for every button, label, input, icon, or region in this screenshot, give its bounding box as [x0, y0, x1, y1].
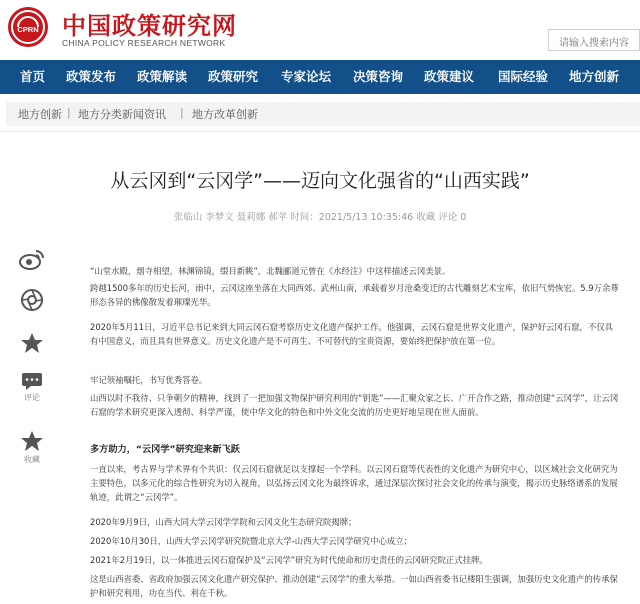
share-moments[interactable]: [14, 288, 50, 312]
nav-item-local-innovation[interactable]: 地方创新: [569, 69, 620, 84]
site-name-en: CHINA POLICY RESEARCH NETWORK: [62, 38, 226, 48]
star-icon: [20, 332, 44, 354]
weibo-icon: [19, 248, 45, 270]
search-input[interactable]: 请输入搜索内容: [548, 29, 640, 51]
comment-label: 评论: [24, 393, 40, 402]
site-name-cn[interactable]: 中国政策研究网: [62, 11, 237, 40]
article-paragraph: 这是山西省委、省政府加强云冈文化遗产研究保护、推动创建“云冈学”的重大举措。一如山西省委书记楼阳生强调，加强历史文化遗产的传承保护和研究利用，功在当代、利在千秋。: [90, 574, 618, 598]
favorite-button[interactable]: [14, 430, 50, 465]
camera-aperture-icon: [20, 288, 44, 312]
article-paragraph: 2020年9月9日，山西大同大学云冈学学院和云冈文化生态研究院揭牌；: [90, 517, 357, 527]
nav-item-expert-forum[interactable]: 专家论坛: [281, 69, 332, 84]
nav-item-policy-research[interactable]: 政策研究: [208, 69, 259, 84]
article-paragraph: 跨越1500多年的历史长河，雨中，云冈这座坐落在大同西郊、武州山南，承载着岁月沧桑变迁的古代雕刻艺术宝库，依旧气势恢宏。5.9万余尊形态各异的佛像散发着璀璨光华。: [90, 283, 619, 307]
article-subheading: 多方助力，“云冈学”研究迎来新飞跃: [90, 444, 240, 455]
logo-mark-text: CPRN: [17, 25, 39, 34]
breadcrumb-item-local-news[interactable]: 地方分类新闻资讯: [78, 108, 166, 121]
nav-item-policy-release[interactable]: 政策发布: [66, 69, 117, 84]
main-nav: [0, 60, 640, 94]
favorite-star-icon: [20, 430, 44, 452]
nav-item-decision-consulting[interactable]: 决策咨询: [353, 69, 404, 84]
site-header: [0, 0, 640, 60]
nav-item-policy-suggestion[interactable]: 政策建议: [424, 69, 475, 84]
breadcrumb-separator: |: [180, 106, 184, 119]
share-weibo[interactable]: [14, 248, 50, 270]
article-paragraph: 牢记领袖嘱托，书写优秀答卷。: [90, 375, 208, 385]
comment-icon: [21, 372, 43, 390]
breadcrumb: [0, 94, 640, 132]
breadcrumb-item-local-reform[interactable]: 地方改革创新: [192, 108, 258, 121]
nav-item-home[interactable]: 首页: [20, 69, 46, 84]
article-paragraph: 2021年2月19日，以一体推进云冈石窟保护及“云冈学”研究为时代使命和历史责任的云冈研究院正式挂牌。: [90, 555, 488, 565]
article-title: 从云冈到“云冈学”——迈向文化强省的“山西实践”: [110, 170, 530, 192]
favorite-label: 收藏: [24, 455, 40, 464]
article-paragraph: 山西以时不我待、只争朝夕的精神，找到了一把加强文物保护研究利用的“钥匙”——汇聚众家之长、广开合作之路，推动创建“云冈学”，让云冈石窟的学术研究更深入透彻、科学严谨，使中华文化的特色和中外文化交流的历史更好地呈现在世人面前。: [90, 393, 619, 417]
breadcrumb-item-local-innovation[interactable]: 地方创新: [18, 108, 62, 121]
nav-item-intl-experience[interactable]: 国际经验: [498, 69, 549, 84]
nav-item-policy-interpretation[interactable]: 政策解读: [137, 69, 188, 84]
comment-button[interactable]: [14, 372, 50, 403]
article-paragraph: “山堂水殿，烟寺相望，林渊锦镜，缀目新眺”，北魏郦道元曾在《水经注》中这样描述云冈美景。: [90, 266, 451, 276]
article-paragraph: 一直以来，考古界与学术界有个共识：仅云冈石窟就足以支撑起一个学科。以云冈石窟等代表性的文化遗产为研究中心，以区域社会文化研究为主要特色，以多元化的综合性研究为切入视角，以弘扬云冈文化为最终诉求，通过深层次探讨社会文化的传承与演变，揭示历史脉络谱系的发展轨迹，此谓之“云冈学”。: [90, 464, 618, 502]
cprn-logo-icon[interactable]: [6, 5, 50, 49]
article-paragraph: 2020年5月11日，习近平总书记来到大同云冈石窟考察历史文化遗产保护工作。他强调，云冈石窟是世界文化遗产，保护好云冈石窟，不仅具有中国意义，而且具有世界意义。历史文化遗产是不可再生、不可替代的宝贵资源，要始终把保护放在第一位。: [90, 322, 614, 346]
share-qzone[interactable]: [14, 332, 50, 354]
article-paragraph: 2020年10月30日，山西大学云冈学研究院暨北京大学-山西大学云冈学研究中心成立；: [90, 536, 413, 546]
breadcrumb-separator: |: [67, 106, 71, 119]
article-meta: 张临山 李梦文 聂莉娜 郝苹 时间：2021/5/13 10:35:46 收藏 评论 0: [173, 212, 467, 223]
